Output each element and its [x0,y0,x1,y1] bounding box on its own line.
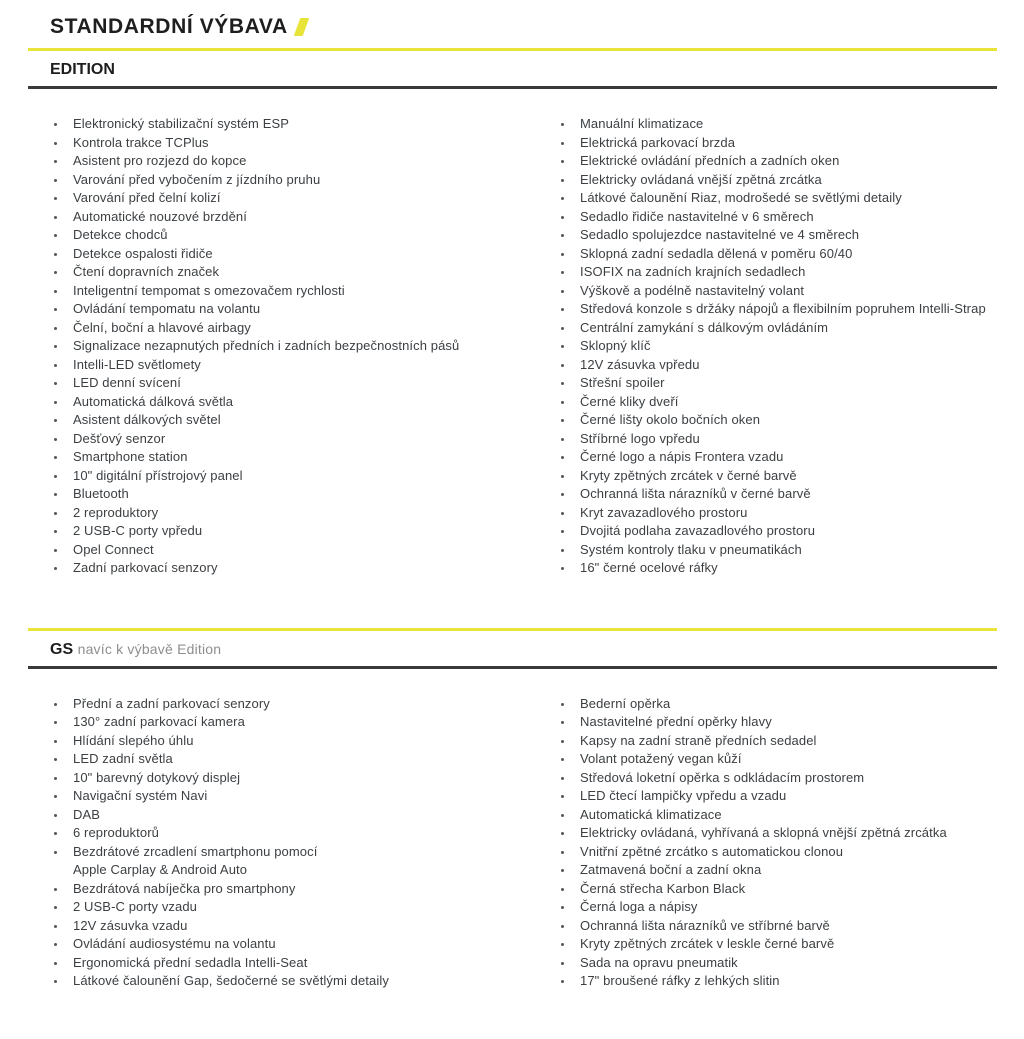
list-item-text: Černé kliky dveří [580,393,679,409]
list-item [560,393,997,412]
bullet-icon [561,512,564,515]
list-item [53,374,535,393]
list-item [53,843,535,862]
bullet-icon [54,703,57,706]
section-heading-edition [28,59,997,80]
bullet-icon [561,438,564,441]
edition-right-list [535,115,997,578]
bullet-icon [561,308,564,311]
list-item [53,337,535,356]
list-item-text: Ochranná lišta nárazníků ve stříbrné barvě [580,917,830,933]
list-item [53,806,535,825]
list-item-text: Středová konzole s držáky nápojů a flexibilním popruhem Intelli-Strap [580,301,986,316]
list-item-text: Asistent pro rozjezd do kopce [73,153,247,168]
bullet-icon [561,197,564,200]
section-heading-gs [28,639,997,660]
list-item [560,263,997,282]
list-item-text: Elektricky ovládaná vnější zpětná zrcátka [580,171,822,187]
bullet-icon [54,142,57,145]
bullet-icon [54,327,57,330]
list-item [53,171,535,190]
list-item-text: 130° zadní parkovací kamera [73,714,245,729]
list-item [560,972,997,991]
list-item [560,861,997,880]
list-item [53,448,535,467]
list-item-text: Elektronický stabilizační systém ESP [73,116,290,131]
list-item [560,448,997,467]
bullet-icon [561,327,564,330]
list-item-text: 12V zásuvka vpředu [580,356,700,372]
bullet-icon [54,308,57,311]
list-item-text: 16" černé ocelové ráfky [580,560,718,575]
bullet-icon [54,290,57,293]
list-item-text: 12V zásuvka vzadu [73,917,188,933]
list-item [560,282,997,301]
bullet-icon [54,777,57,780]
gs-left-list [28,695,535,991]
bullet-icon [54,943,57,946]
list-item [53,713,535,732]
bullet-icon [561,475,564,478]
bullet-icon [561,980,564,983]
list-item-text: Detekce ospalosti řidiče [73,245,213,261]
bullet-icon [561,290,564,293]
bullet-icon [54,740,57,743]
bullet-icon [54,345,57,348]
dark-rule [28,86,997,89]
list-item-text: Stříbrné logo vpředu [580,430,700,446]
list-item-text: Automatická dálková světla [73,393,234,409]
list-item-text: Čelní, boční a hlavové airbagy [73,319,251,335]
bullet-icon [561,123,564,126]
list-item-text: Opel Connect [73,541,154,557]
bullet-icon [561,364,564,367]
list-item-text: ISOFIX na zadních krajních sedadlech [580,264,806,279]
list-item-text: 17" broušené ráfky z lehkých slitin [580,973,780,988]
list-item-text: DAB [73,806,101,822]
list-item-text: Kapsy na zadní straně předních sedadel [580,732,817,748]
list-item-text: Dešťový senzor [73,430,166,446]
list-item-text: Ovládání audiosystému na volantu [73,936,276,951]
list-item [53,411,535,430]
list-item-text: Ochranná lišta nárazníků v černé barvě [580,486,811,501]
section-gs [28,628,997,991]
bullet-icon [54,795,57,798]
bullet-icon [54,271,57,274]
list-item [53,880,535,899]
list-item [53,972,535,991]
bullet-icon [561,253,564,256]
bullet-icon [54,419,57,422]
bullet-icon [561,814,564,817]
list-item [560,750,997,769]
bullet-icon [561,703,564,706]
list-item [53,485,535,504]
list-item-text: Apple Carplay & Android Auto [73,862,248,877]
list-item-text: Dvojitá podlaha zavazadlového prostoru [580,523,816,538]
list-item-text: Varování před čelní kolizí [73,190,221,205]
gs-right-list [535,695,997,991]
list-item-text: Manuální klimatizace [580,116,704,131]
bullet-icon [561,869,564,872]
bullet-icon [561,160,564,163]
gs-columns [28,695,997,991]
list-item-text: Černé logo a nápis Frontera vzadu [580,449,784,464]
bullet-icon [54,851,57,854]
bullet-icon [561,962,564,965]
bullet-icon [54,906,57,909]
list-item-text: Středová loketní opěrka s odkládacím prostorem [580,769,865,785]
list-item-text: Bluetooth [73,486,129,501]
list-item-text: Sada na opravu pneumatik [580,954,738,970]
list-item [560,917,997,936]
list-item-text: Sklopná zadní sedadla dělená v poměru 60/40 [580,245,853,261]
list-item [560,226,997,245]
bullet-icon [54,567,57,570]
list-item [53,954,535,973]
list-item-text: Výškově a podélně nastavitelný volant [580,282,805,298]
bullet-icon [54,179,57,182]
bullet-icon [561,758,564,761]
list-item-text: Automatická klimatizace [580,806,722,822]
list-item [53,861,535,880]
list-item-text: LED čtecí lampičky vpředu a vzadu [580,788,787,803]
list-item-text: Černá loga a nápisy [580,899,698,914]
bullet-icon [54,493,57,496]
list-item-text: Varování před vybočením z jízdního pruhu [73,171,321,187]
bullet-icon [54,475,57,478]
list-item [560,245,997,264]
list-item-text: Bederní opěrka [580,695,671,711]
bullet-icon [54,980,57,983]
bullet-icon [54,530,57,533]
list-item-text: Vnitřní zpětné zrcátko s automatickou clonou [580,843,844,859]
list-item [560,898,997,917]
yellow-rule [28,628,997,631]
bullet-icon [561,234,564,237]
list-item [560,559,997,578]
list-item-text: Inteligentní tempomat s omezovačem rychlosti [73,282,345,298]
list-item [560,522,997,541]
list-item [53,522,535,541]
list-item [53,319,535,338]
list-item-text: Přední a zadní parkovací senzory [73,695,270,711]
bullet-icon [54,549,57,552]
list-item [560,115,997,134]
list-item [53,467,535,486]
bullet-icon [561,721,564,724]
list-item [53,695,535,714]
list-item-text: Hlídání slepého úhlu [73,732,194,748]
section-heading-text: GS [50,640,74,658]
list-item [53,769,535,788]
bullet-icon [54,721,57,724]
list-item [53,263,535,282]
bullet-icon [54,925,57,928]
bullet-icon [54,382,57,385]
list-item [560,300,997,319]
bullet-icon [54,253,57,256]
list-item [560,356,997,375]
bullet-icon [54,401,57,404]
list-item [53,115,535,134]
bullet-icon [561,925,564,928]
section-subheading-text: navíc k výbavě Edition [77,640,222,657]
list-item-text: Bezdrátová nabíječka pro smartphony [73,880,296,896]
list-item-text: Elektrické ovládání předních a zadních oken [580,153,840,168]
list-item-text: Smartphone station [73,449,188,464]
bullet-icon [561,795,564,798]
list-item-text: Sedadlo řidiče nastavitelné v 6 směrech [580,208,814,224]
list-item [560,374,997,393]
list-item-text: 10" barevný dotykový displej [73,769,241,785]
bullet-icon [54,123,57,126]
list-item [560,787,997,806]
yellow-rule [28,48,997,51]
bullet-icon [54,234,57,237]
list-item [560,485,997,504]
bullet-icon [561,906,564,909]
list-item [560,843,997,862]
bullet-icon [561,943,564,946]
list-item [53,245,535,264]
list-item-text: Systém kontroly tlaku v pneumatikách [580,541,802,557]
list-item [53,226,535,245]
list-item [560,713,997,732]
list-item-text: 6 reproduktorů [73,825,159,840]
title-slash-icon [293,18,309,36]
list-item-text: Střešní spoiler [580,375,665,390]
list-item [53,732,535,751]
list-item-text: Zatmavená boční a zadní okna [580,862,762,877]
list-item-text: Látkové čalounění Gap, šedočerné se světlými detaily [73,973,389,988]
list-item-text: 10" digitální přístrojový panel [73,467,243,483]
list-item [560,732,997,751]
bullet-icon [561,382,564,385]
bullet-icon [561,401,564,404]
list-item-text: Elektrická parkovací brzda [580,134,736,150]
list-item [53,282,535,301]
bullet-icon [54,888,57,891]
list-item-text: 2 USB-C porty vzadu [73,899,198,914]
list-item [560,189,997,208]
list-item [53,750,535,769]
list-item-text: Navigační systém Navi [73,788,208,803]
list-item [560,134,997,153]
bullet-icon [54,197,57,200]
list-item [53,430,535,449]
list-item-text: Sklopný klíč [580,338,651,353]
page-title-text: STANDARDNÍ VÝBAVA [50,15,288,38]
list-item-text: 2 reproduktory [73,504,159,520]
list-item [53,504,535,523]
bullet-icon [561,777,564,780]
list-item [560,319,997,338]
bullet-icon [561,216,564,219]
list-item [560,208,997,227]
list-item [560,824,997,843]
list-item-text: LED zadní světla [73,751,173,766]
bullet-icon [561,493,564,496]
list-item-text: LED denní svícení [73,375,181,390]
bullet-icon [54,832,57,835]
list-item-text: Detekce chodců [73,227,168,242]
list-item [560,171,997,190]
bullet-icon [561,567,564,570]
bullet-icon [561,419,564,422]
section-edition [28,48,997,578]
list-item-text: Ergonomická přední sedadla Intelli-Seat [73,954,308,970]
list-item-text: Čtení dopravních značek [73,264,220,279]
bullet-icon [54,216,57,219]
page-title [28,14,997,40]
bullet-icon [561,530,564,533]
bullet-icon [561,179,564,182]
list-item-text: Asistent dálkových světel [73,412,221,427]
list-item [560,695,997,714]
list-item-text: Nastavitelné přední opěrky hlavy [580,714,772,729]
list-item-text: Ovládání tempomatu na volantu [73,301,261,316]
list-item [53,541,535,560]
list-item-text: Bezdrátové zrcadlení smartphonu pomocí [73,843,318,859]
list-item-text: Látkové čalounění Riaz, modrošedé se světlými detaily [580,190,902,205]
bullet-icon [561,888,564,891]
bullet-icon [54,364,57,367]
bullet-icon [54,438,57,441]
list-item [560,806,997,825]
list-item-text: Automatické nouzové brzdění [73,208,247,224]
list-item-text: Intelli-LED světlomety [73,356,201,372]
dark-rule [28,666,997,669]
list-item [53,559,535,578]
list-item-text: Signalizace nezapnutých předních i zadních bezpečnostních pásů [73,338,460,353]
list-item-text: Černá střecha Karbon Black [580,880,746,896]
list-item-text: 2 USB-C porty vpředu [73,523,203,538]
list-item [53,917,535,936]
list-item [560,411,997,430]
edition-left-list [28,115,535,578]
bullet-icon [54,758,57,761]
edition-columns [28,115,997,578]
list-item [560,954,997,973]
list-item [560,430,997,449]
list-item [53,134,535,153]
list-item-text: Zadní parkovací senzory [73,560,218,575]
list-item [53,356,535,375]
bullet-icon [54,160,57,163]
bullet-icon [54,512,57,515]
list-item [53,208,535,227]
bullet-icon [54,962,57,965]
bullet-icon [561,740,564,743]
bullet-icon [561,142,564,145]
list-item-text: Kryty zpětných zrcátek v leskle černé barvě [580,936,835,951]
list-item-text: Kontrola trakce TCPlus [73,134,209,150]
bullet-icon [561,345,564,348]
list-item [560,467,997,486]
list-item [53,152,535,171]
list-item [53,393,535,412]
list-item [53,824,535,843]
list-item-text: Volant potažený vegan kůží [580,751,742,766]
list-item [53,189,535,208]
bullet-icon [561,851,564,854]
list-item [53,898,535,917]
bullet-icon [54,814,57,817]
list-item [53,935,535,954]
list-item [560,935,997,954]
bullet-icon [561,271,564,274]
list-item-text: Centrální zamykání s dálkovým ovládáním [580,319,829,335]
list-item [560,541,997,560]
list-item-text: Elektricky ovládaná, vyhřívaná a sklopná vnější zpětná zrcátka [580,825,947,840]
section-heading-text: EDITION [50,61,115,78]
bullet-icon [561,549,564,552]
list-item [560,152,997,171]
list-item-text: Černé lišty okolo bočních oken [580,412,761,427]
list-item-text: Kryt zavazadlového prostoru [580,504,748,520]
list-item-text: Kryty zpětných zrcátek v černé barvě [580,467,797,483]
bullet-icon [54,456,57,459]
list-item [560,504,997,523]
list-item [53,300,535,319]
bullet-icon [561,456,564,459]
list-item [560,769,997,788]
bullet-icon [561,832,564,835]
list-item [560,880,997,899]
list-item [53,787,535,806]
list-item-text: Sedadlo spolujezdce nastavitelné ve 4 směrech [580,227,860,242]
list-item [560,337,997,356]
